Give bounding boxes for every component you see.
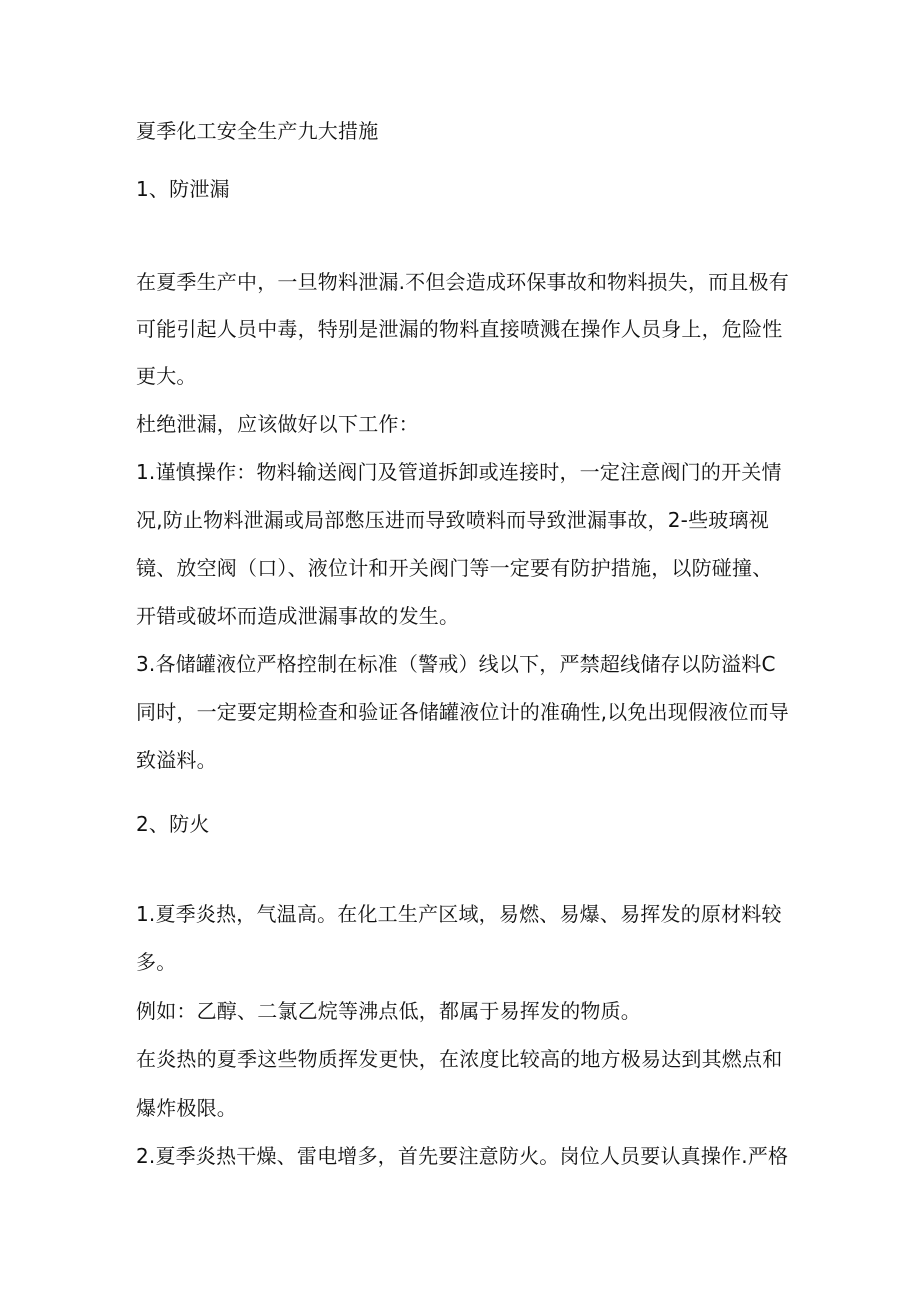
paragraph-line: 3.各储罐液位严格控制在标准（警戒）线以下，严禁超线储存以防溢料C	[136, 652, 776, 676]
paragraph-line: 多。	[136, 950, 177, 974]
paragraph-line: 2.夏季炎热干燥、雷电增多，首先要注意防火。岗位人员要认真操作.严格	[136, 1144, 789, 1168]
paragraph-line: 在夏季生产中，一旦物料泄漏.不但会造成环保事故和物料损失，而且极有	[136, 270, 789, 294]
paragraph-line: 在炎热的夏季这些物质挥发更快，在浓度比较高的地方极易达到其燃点和	[136, 1047, 783, 1071]
paragraph-line: 同时，一定要定期检查和验证各储罐液位计的准确性,以免出现假液位而导	[136, 700, 789, 724]
paragraph-line: 1.谨慎操作：物料输送阀门及管道拆卸或连接时，一定注意阀门的开关情	[136, 460, 782, 484]
paragraph-line: 可能引起人员中毒，特别是泄漏的物料直接喷溅在操作人员身上，危险性	[136, 317, 783, 341]
paragraph-line: 开错或破坏而造成泄漏事故的发生。	[136, 604, 460, 628]
section-heading-leak: 1、防泄漏	[136, 177, 230, 201]
document-title: 夏季化工安全生产九大措施	[136, 119, 379, 143]
paragraph-line: 爆炸极限。	[136, 1096, 237, 1120]
paragraph-line: 致溢料。	[136, 748, 217, 772]
paragraph-line: 镜、放空阀（口）、液位计和开关阀门等一定要有防护措施，以防碰撞、	[136, 556, 773, 580]
paragraph-line: 况,防止物料泄漏或局部憋压进而导致喷料而导致泄漏事故，2-些玻璃视	[136, 508, 769, 532]
section-heading-fire: 2、防火	[136, 812, 210, 836]
paragraph-line: 1.夏季炎热，气温高。在化工生产区域，易燃、易爆、易挥发的原材料较	[136, 902, 782, 926]
paragraph-line: 杜绝泄漏，应该做好以下工作：	[136, 412, 419, 436]
paragraph-line: 更大。	[136, 364, 197, 388]
paragraph-line: 例如：乙醇、二氯乙烷等沸点低，都属于易挥发的物质。	[136, 999, 641, 1023]
